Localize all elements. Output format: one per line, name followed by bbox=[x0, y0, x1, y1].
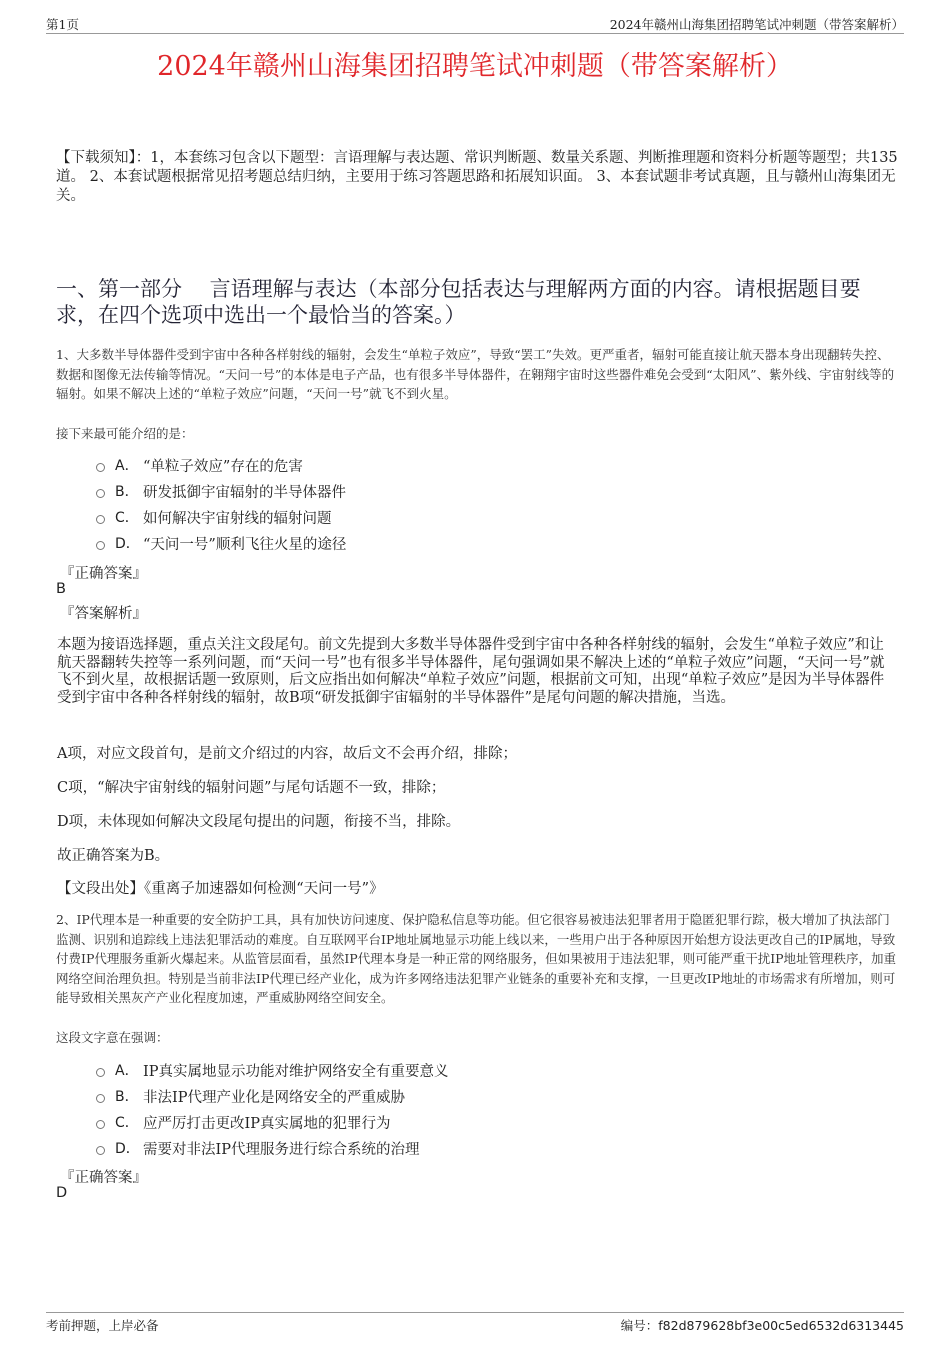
analysis-text: 本题为接语选择题，重点关注文段尾句。前文先提到大多数半导体器件受到宇宙中各种各样射线的辐射，会发生“单粒子效应”和让航天器翻转失控等一系列问题，而“天问一号”也有很多半导体器件，尾句强调如果不解决上述的“单粒子效应”问题，“天问一号”就飞不到火星，故根据话题一致原则，后文应指出如何解决“单粒子效应”问题，根据前文可知，出现“单粒子效应”是因为半导体器件受到宇宙中各种各样射线的辐射，故B项“研发抵御宇宙辐射的半导体器件”是尾句问题的解决措施，当选。 bbox=[57, 637, 885, 706]
radio-button-icon[interactable] bbox=[96, 463, 105, 472]
correct-answer: B bbox=[56, 581, 66, 597]
question-1-prompt: 接下来最可能介绍的是： bbox=[56, 426, 194, 441]
correct-answer-label: 『正确答案』 bbox=[60, 1170, 147, 1186]
option-c[interactable]: C． 如何解决宇宙射线的辐射问题 bbox=[96, 504, 346, 530]
document-code: 编号：f82d879628bf3e00c5ed6532d6313445 bbox=[620, 1318, 904, 1333]
option-b[interactable]: B． 研发抵御宇宙辐射的半导体器件 bbox=[96, 478, 346, 504]
radio-button-icon[interactable] bbox=[96, 1094, 105, 1103]
option-c[interactable]: C． 应严厉打击更改IP真实属地的犯罪行为 bbox=[96, 1109, 448, 1135]
option-a[interactable]: A． IP真实属地显示功能对维护网络安全有重要意义 bbox=[96, 1057, 448, 1083]
analysis-line-c: C项，“解决宇宙射线的辐射问题”与尾句话题不一致，排除； bbox=[57, 780, 446, 796]
page-footer bbox=[46, 1312, 904, 1331]
page-header bbox=[46, 13, 904, 34]
analysis-conclusion: 故正确答案为B。 bbox=[57, 848, 170, 864]
correct-answer-label: 『正确答案』 bbox=[60, 566, 147, 582]
section-heading: 一、第一部分 言语理解与表达（本部分包括表达与理解两方面的内容。请根据题目要求，在四个选项中选出一个最恰当的答案。） bbox=[56, 277, 861, 327]
option-d[interactable]: D． “天问一号”顺利飞往火星的途径 bbox=[96, 530, 346, 556]
radio-button-icon[interactable] bbox=[96, 515, 105, 524]
question-2-options bbox=[96, 1057, 448, 1161]
radio-button-icon[interactable] bbox=[96, 1068, 105, 1077]
option-b[interactable]: B． 非法IP代理产业化是网络安全的严重威胁 bbox=[96, 1083, 448, 1109]
radio-button-icon[interactable] bbox=[96, 1146, 105, 1155]
option-d[interactable]: D． 需要对非法IP代理服务进行综合系统的治理 bbox=[96, 1135, 448, 1161]
source-citation: 【文段出处】《重离子加速器如何检测“天问一号”》 bbox=[57, 881, 384, 897]
question-2-prompt: 这段文字意在强调： bbox=[56, 1030, 169, 1045]
question-1-options bbox=[96, 452, 346, 556]
radio-button-icon[interactable] bbox=[96, 1120, 105, 1129]
question-2-text: 2、IP代理本是一种重要的安全防护工具，具有加快访问速度、保护隐私信息等功能。但它很容易被违法犯罪者用于隐匿犯罪行踪，极大增加了执法部门监测、识别和追踪线上违法犯罪活动的难度。自互联网平台IP地址属地显示功能上线以来，一些用户出于各种原因开始想方设法更改自己的IP属地，导致付费IP代理服务重新火爆起来。从监管层面看，虽然IP代理本身是一种正常的网络服务，但如果被用于违法犯罪，则可能严重干扰IP地址管理秩序，加重网络空间治理负担。特别是当前非法IP代理已经产业化，成为许多网络违法犯罪产业链条的重要补充和支撑，一旦更改IP地址的市场需求有所增加，则可能导致相关黑灰产产业化程度加速，严重威胁网络空间安全。 bbox=[56, 912, 897, 1005]
analysis-line-d: D项，未体现如何解决文段尾句提出的问题，衔接不当，排除。 bbox=[57, 814, 461, 830]
download-notice: 【下载须知】：1，本套练习包含以下题型：言语理解与表达题、常识判断题、数量关系题、判断推理题和资料分析题等题型；共135道。 2、本套试题根据常见招考题总结归纳，主要用于练习答题思路和拓展知识面。 3、本套试题非考试真题，且与赣州山海集团无关。 bbox=[56, 150, 898, 204]
question-1-text: 1、大多数半导体器件受到宇宙中各种各样射线的辐射，会发生“单粒子效应”，导致“罢工”失效。更严重者，辐射可能直接让航天器本身出现翻转失控、数据和图像无法传输等情况。“天问一号”的本体是电子产品，也有很多半导体器件，在翱翔宇宙时这些器件难免会受到“太阳风”、紫外线、宇宙射线等的辐射。如果不解决上述的“单粒子效应”问题，“天问一号”就飞不到火星。 bbox=[56, 347, 895, 401]
analysis-label: 『答案解析』 bbox=[60, 606, 147, 622]
radio-button-icon[interactable] bbox=[96, 489, 105, 498]
page-number: 第1页 bbox=[46, 17, 79, 32]
correct-answer: D bbox=[56, 1185, 68, 1201]
analysis-line-a: A项，对应文段首句，是前文介绍过的内容，故后文不会再介绍，排除； bbox=[57, 746, 517, 762]
option-a[interactable]: A． “单粒子效应”存在的危害 bbox=[96, 452, 346, 478]
header-doc-title: 2024年赣州山海集团招聘笔试冲刺题（带答案解析） bbox=[609, 17, 904, 32]
radio-button-icon[interactable] bbox=[96, 541, 105, 550]
document-title: 2024年赣州山海集团招聘笔试冲刺题（带答案解析） bbox=[157, 51, 793, 82]
footer-slogan: 考前押题，上岸必备 bbox=[46, 1318, 159, 1333]
